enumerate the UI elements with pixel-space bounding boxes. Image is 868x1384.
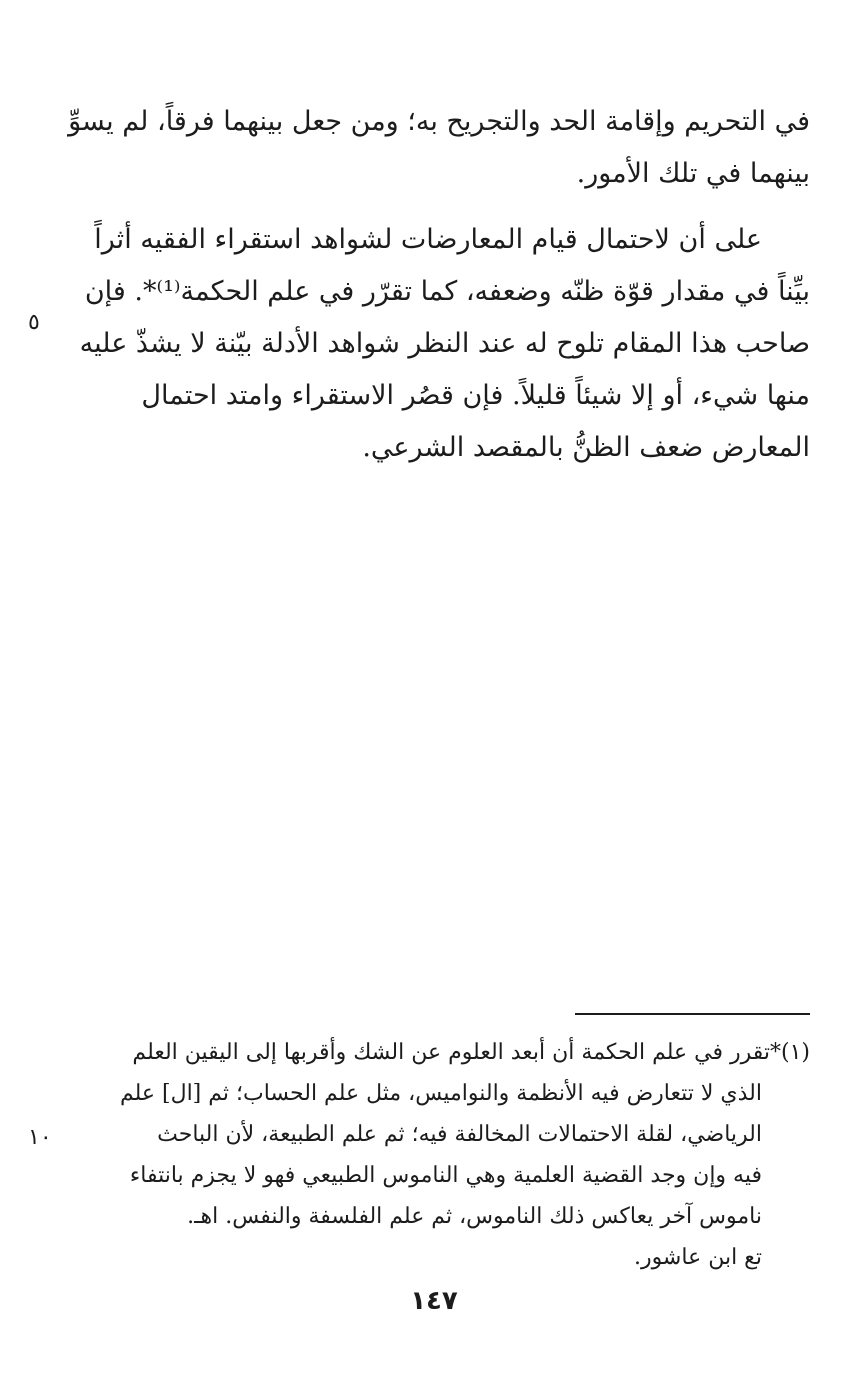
footnote-line-1: (١)*تقرر في علم الحكمة أن أبعد العلوم عن الشك وأقربها إلى اليقين العلم bbox=[132, 1040, 810, 1065]
body-line-7: المعارض ضعف الظنُّ بالمقصد الشرعي. bbox=[362, 432, 810, 463]
footnote-line-2: الذي لا تتعارض فيه الأنظمة والنواميس، مثل علم الحساب؛ ثم [ال] علم bbox=[119, 1081, 762, 1106]
footnote-line-4: فيه وإن وجد القضية العلمية وهي الناموس الطبيعي فهو لا يجزم بانتفاء bbox=[129, 1163, 762, 1188]
line-number-5: ٥ bbox=[28, 310, 40, 335]
body-line-3: على أن لاحتمال قيام المعارضات لشواهد استقراء الفقيه أثراً bbox=[94, 224, 762, 255]
body-line-6: منها شيء، أو إلا شيئاً قليلاً. فإن قصُر الاستقراء وامتد احتمال bbox=[141, 380, 810, 411]
footnote bbox=[60, 1032, 810, 1278]
body-line-5: صاحب هذا المقام تلوح له عند النظر شواهد الأدلة بيّنة لا يشذّ عليه bbox=[79, 328, 810, 359]
footnote-line-5: ناموس آخر يعاكس ذلك الناموس، ثم علم الفلسفة والنفس. اهـ. bbox=[187, 1204, 762, 1229]
footnote-line-3: الرياضي، لقلة الاحتمالات المخالفة فيه؛ ثم علم الطبيعة، لأن الباحث bbox=[157, 1122, 762, 1147]
body-line-4: بيِّناً في مقدار قوّة ظنّه وضعفه، كما تقرّر في علم الحكمة⁽¹⁾*. فإن bbox=[84, 276, 810, 307]
main-text bbox=[60, 96, 810, 474]
footnote-separator bbox=[575, 1013, 810, 1015]
line-number-10: ١٠ bbox=[28, 1125, 52, 1150]
footnote-line-6: تع ابن عاشور. bbox=[633, 1245, 762, 1270]
body-line-2: بينهما في تلك الأمور. bbox=[576, 158, 810, 189]
page-number: ١٤٧ bbox=[410, 1286, 458, 1316]
body-line-1: في التحريم وإقامة الحد والتجريح به؛ ومن جعل بينهما فرقاً، لم يسوِّ bbox=[68, 106, 810, 137]
